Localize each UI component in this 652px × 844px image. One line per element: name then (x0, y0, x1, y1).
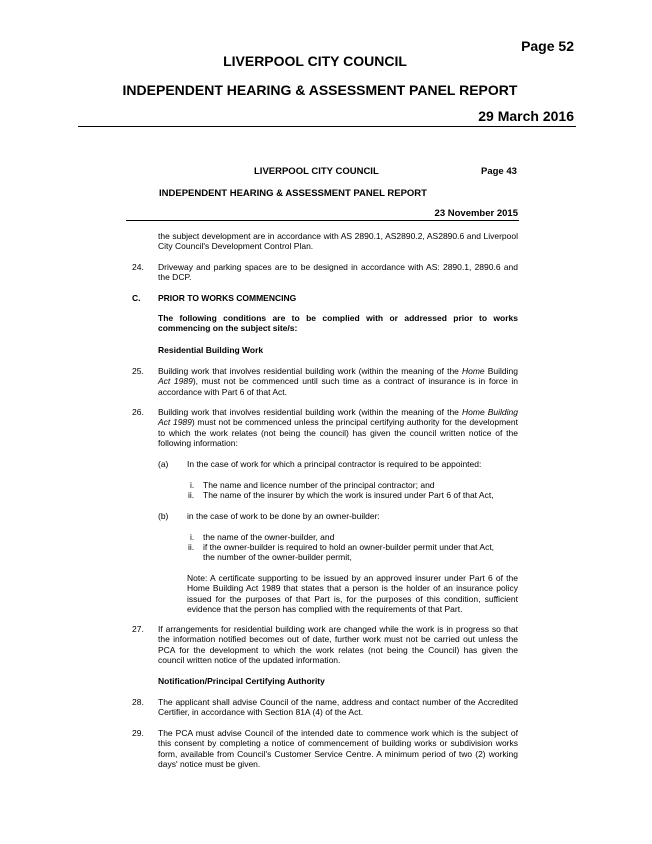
continuation-paragraph: the subject development are in accordance with AS 2890.1, AS2890.2, AS2890.6 and Liverpool City Council's Development Control Plan. (158, 231, 518, 252)
condition-text: Building work that involves residential building work (within the meaning of the Home Building Act 1989) must not be commenced unless the principal certifying authority for the development to which the work relates (not being the council) has given the council written notice of the following information: (158, 407, 519, 448)
condition-text: The PCA must advise Council of the intended date to commence work which is the subject of this consent by completing a notice of commencement of building works or subdivision works form, available from Council's Customer Service Centre. A minimum period of two (2) working days' notice must be given. (158, 728, 518, 769)
condition-number: 28. (132, 697, 144, 707)
condition-text: The applicant shall advise Council of the name, address and contact number of the Accredited Certifier, in accordance with Section 81A (4) of the Act. (158, 697, 518, 718)
condition-number: 25. (132, 366, 144, 376)
outer-report-date: 29 March 2016 (478, 108, 574, 124)
outer-panel-title: INDEPENDENT HEARING & ASSESSMENT PANEL REPORT (122, 82, 518, 98)
note-paragraph: Note: A certificate supporting to be issued by an approved insurer under Part 6 of the Home Building Act 1989 that states that a person is the holder of an insurance policy issued for the purposes of that Part is, for the purposes of this condition, sufficient evidence that the person has complied with the requirements of that Part. (187, 573, 518, 614)
inner-council-title: LIVERPOOL CITY COUNCIL (254, 166, 379, 177)
roman-label: i. (190, 480, 195, 490)
outer-header-rule (78, 126, 576, 127)
inner-header-rule (126, 220, 519, 221)
condition-number: 26. (132, 407, 144, 417)
condition-number: 27. (132, 624, 144, 634)
subheading-residential: Residential Building Work (158, 345, 264, 355)
condition-number: 29. (132, 728, 144, 738)
roman-text: if the owner-builder is required to hold an owner-builder permit under that Act, the number of the owner-builder permit, (203, 542, 495, 563)
inner-report-date: 23 November 2015 (434, 208, 518, 219)
outer-council-title: LIVERPOOL CITY COUNCIL (223, 53, 407, 69)
subheading-notification: Notification/Principal Certifying Authority (158, 676, 325, 686)
sub-text: In the case of work for which a principal contractor is required to be appointed: (187, 459, 482, 469)
inner-page-number: Page 43 (481, 166, 517, 177)
condition-number: 24. (132, 262, 144, 272)
condition-text: If arrangements for residential building work are changed while the work is in progress so that the information notified becomes out of date, further work must not be carried out unless the PCA for the development to which the work relates (not being the Council) has given the council written notice of the updated information. (158, 624, 518, 665)
section-letter: C. (132, 293, 141, 303)
roman-text: the name of the owner-builder, and (203, 532, 335, 542)
outer-page-number: Page 52 (521, 38, 574, 54)
sub-label: (b) (158, 511, 169, 521)
roman-label: i. (190, 532, 195, 542)
roman-label: ii. (188, 542, 195, 552)
inner-panel-title: INDEPENDENT HEARING & ASSESSMENT PANEL REPORT (159, 188, 427, 199)
condition-text: Building work that involves residential building work (within the meaning of the Home Building Act 1989), must not be commenced until such time as a contract of insurance is in force in accordance with Part 6 of that Act. (158, 366, 519, 397)
condition-text: Driveway and parking spaces are to be designed in accordance with AS: 2890.1, 2890.6 and the DCP. (158, 262, 518, 283)
sub-text: in the case of work to be done by an owner-builder: (187, 511, 380, 521)
roman-text: The name and licence number of the principal contractor; and (203, 480, 435, 490)
roman-text: The name of the insurer by which the work is insured under Part 6 of that Act, (203, 490, 494, 500)
section-title: PRIOR TO WORKS COMMENCING (158, 293, 297, 303)
sub-label: (a) (158, 459, 169, 469)
roman-label: ii. (188, 490, 195, 500)
section-intro: The following conditions are to be complied with or addressed prior to works commencing on the subject site/s: (158, 313, 518, 334)
